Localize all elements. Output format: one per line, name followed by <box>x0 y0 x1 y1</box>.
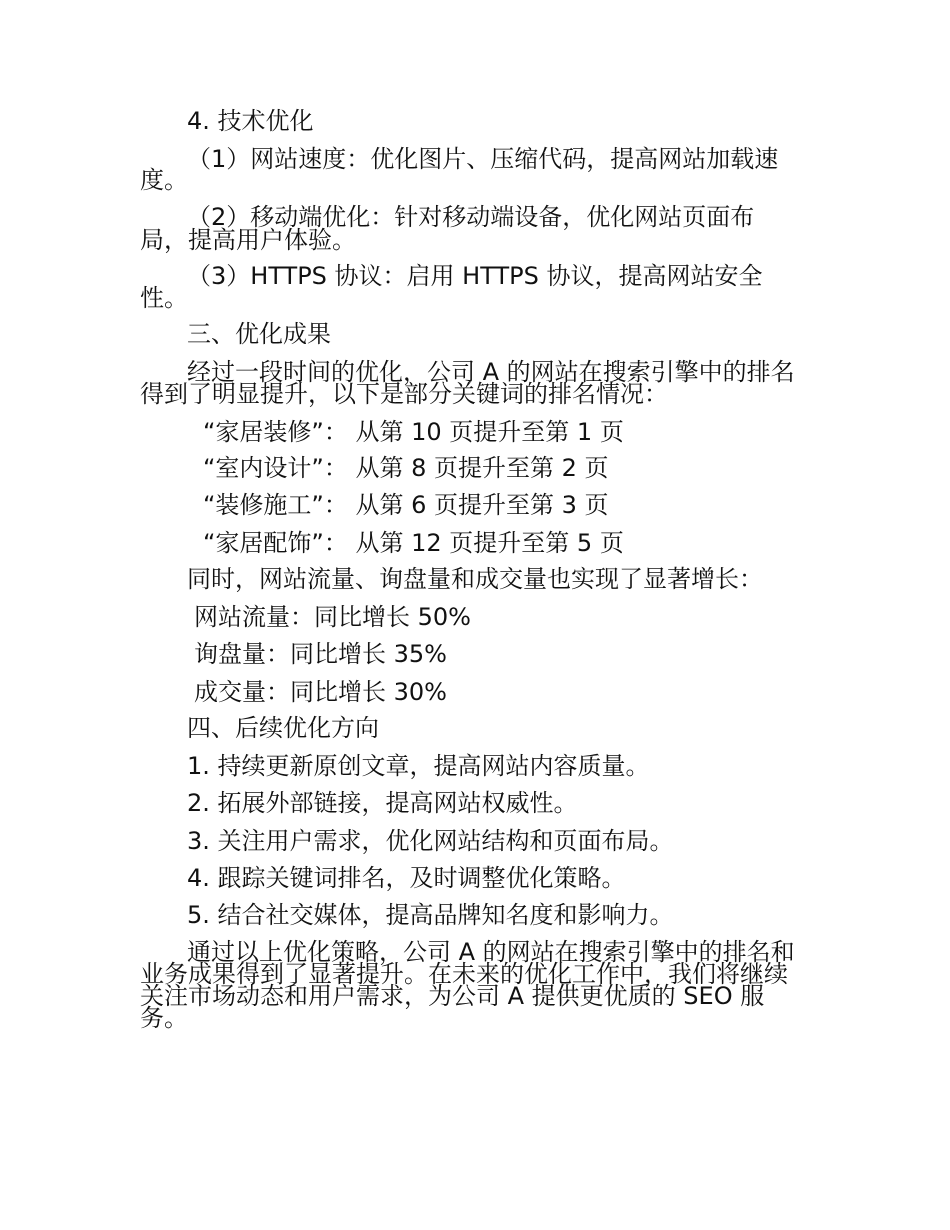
list-item: 成交量：同比增长 30% <box>194 678 447 706</box>
paragraph-line: （1）网站速度：优化图片、压缩代码，提高网站加载速 <box>187 145 779 173</box>
paragraph-line: 务。 <box>140 1004 188 1032</box>
list-item: “装修施工”： 从第 6 页提升至第 3 页 <box>203 491 609 519</box>
section-heading: 三、优化成果 <box>187 320 331 348</box>
list-item: 询盘量：同比增长 35% <box>194 640 447 668</box>
list-item: 3. 关注用户需求，优化网站结构和页面布局。 <box>187 827 674 855</box>
paragraph-line: 经过一段时间的优化，公司 A 的网站在搜索引擎中的排名 <box>187 358 795 386</box>
list-item: 1. 持续更新原创文章，提高网站内容质量。 <box>187 752 650 780</box>
paragraph-line: 局，提高用户体验。 <box>140 226 356 254</box>
section-heading: 四、后续优化方向 <box>187 714 379 742</box>
list-item: 网站流量：同比增长 50% <box>194 603 471 631</box>
paragraph-line: 性。 <box>140 284 188 312</box>
paragraph-line: 通过以上优化策略，公司 A 的网站在搜索引擎中的排名和 <box>187 938 795 966</box>
paragraph-line: 关注市场动态和用户需求，为公司 A 提供更优质的 SEO 服 <box>140 982 765 1010</box>
list-item: “家居配饰”： 从第 12 页提升至第 5 页 <box>203 529 624 557</box>
paragraph-line: 同时，网站流量、询盘量和成交量也实现了显著增长： <box>187 565 763 593</box>
paragraph-line: 业务成果得到了显著提升。在未来的优化工作中，我们将继续 <box>140 960 788 988</box>
paragraph-line: 得到了明显提升，以下是部分关键词的排名情况： <box>140 380 668 408</box>
list-item: 4. 跟踪关键词排名，及时调整优化策略。 <box>187 864 626 892</box>
list-item: 5. 结合社交媒体，提高品牌知名度和影响力。 <box>187 901 674 929</box>
paragraph-line: 度。 <box>140 166 188 194</box>
list-item: 2. 拓展外部链接，提高网站权威性。 <box>187 789 578 817</box>
list-item: “室内设计”： 从第 8 页提升至第 2 页 <box>203 454 609 482</box>
paragraph-line: （2）移动端优化：针对移动端设备，优化网站页面布 <box>187 203 755 231</box>
paragraph-line: （3）HTTPS 协议：启用 HTTPS 协议，提高网站安全 <box>187 262 763 290</box>
section-heading: 4. 技术优化 <box>187 107 314 135</box>
list-item: “家居装修”： 从第 10 页提升至第 1 页 <box>203 418 624 446</box>
